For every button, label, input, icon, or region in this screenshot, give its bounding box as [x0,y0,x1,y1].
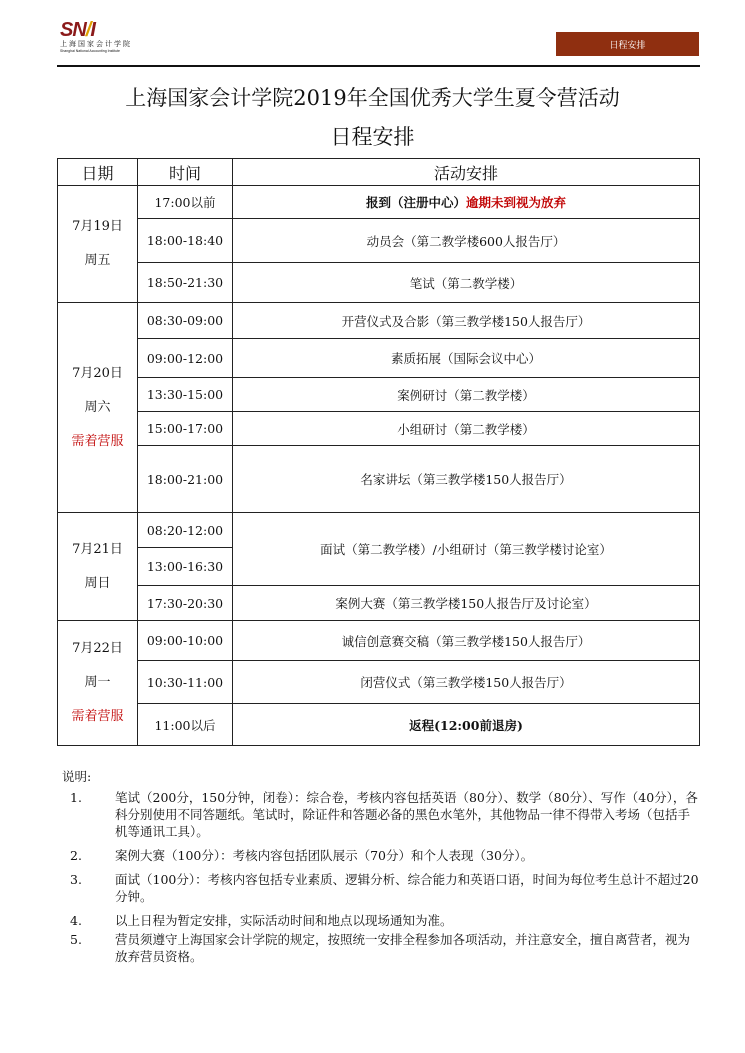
activity-cell: 动员会（第二教学楼600人报告厅） [233,219,700,263]
date: 7月21日 [72,541,123,557]
table-row [58,303,700,339]
table-row [58,704,700,746]
date: 7月20日 [72,365,123,381]
activity-cell: 素质拓展（国际会议中心） [233,339,700,378]
table-row [58,412,700,446]
note-number: 5. [70,932,82,947]
note-text: 案例大赛（100分）：考核内容包括团队展示（70分）和个人表现（30分）。 [115,848,534,863]
note-number: 3. [70,872,82,887]
note-text: 以上日程为暂定安排，实际活动时间和地点以现场通知为准。 [115,913,453,928]
header-tag: 日程安排 [556,32,699,56]
activity-cell [233,186,700,219]
table-row [58,661,700,704]
note-item [62,912,702,929]
table-row [58,446,700,513]
note-text: 面试（100分）：考核内容包括专业素质、逻辑分析、综合能力和英语口语，时间为每位考生总计不超过20分钟。 [115,872,699,904]
time-cell: 18:50-21:30 [138,263,233,303]
notes-section [62,768,702,972]
date-cell [58,621,138,746]
table-row [58,621,700,661]
activity-cell: 闭营仪式（第三教学楼150人报告厅） [233,661,700,704]
table-row [58,378,700,412]
note-number: 1. [70,790,82,805]
note-text: 笔试（200分，150分钟，闭卷）：综合卷，考核内容包括英语（80分）、数学（80分）、写作（40分），各科分别使用不同答题纸。笔试时，除证件和答题必备的黑色水笔外，其他物品一律不得带入考场（包括手机等通讯工具）。 [115,790,698,839]
note-item [62,871,702,905]
logo-cn: 上海国家会计学院 [60,40,132,48]
note-number: 4. [70,913,82,928]
time-cell: 17:30-20:30 [138,586,233,621]
snai-logo [60,20,150,54]
activity-text: 报到（注册中心） [365,195,466,210]
activity-cell: 返程(12:00前退房) [233,704,700,746]
time-cell: 09:00-12:00 [138,339,233,378]
weekday: 周日 [84,575,111,591]
note-item [62,931,702,965]
time-cell: 08:30-09:00 [138,303,233,339]
weekday: 周一 [84,675,111,690]
note-text: 营员须遵守上海国家会计学院的规定，按照统一安排全程参加各项活动，并注意安全，擅自离营者，视为放弃营员资格。 [115,932,691,964]
logo-en: Shanghai National Accounting Institute [60,49,120,53]
date: 7月19日 [72,219,123,234]
time-cell: 08:20-12:00 [138,513,233,548]
weekday: 周五 [84,253,111,268]
table-row [58,586,700,621]
activity-cell: 开营仪式及合影（第三教学楼150人报告厅） [233,303,700,339]
header-activity: 活动安排 [233,159,700,186]
weekday: 周六 [84,399,111,415]
activity-cell: 小组研讨（第二教学楼） [233,412,700,446]
activity-cell: 名家讲坛（第三教学楼150人报告厅） [233,446,700,513]
time-cell: 11:00以后 [138,704,233,746]
uniform-note: 需着营服 [71,433,124,449]
logo-mark: SN/I [60,19,95,41]
activity-cell: 案例研讨（第二教学楼） [233,378,700,412]
time-cell: 13:30-15:00 [138,378,233,412]
time-cell: 15:00-17:00 [138,412,233,446]
page-subtitle: 日程安排 [330,125,415,149]
notes-list [62,789,702,965]
warning-text: 逾期未到视为放弃 [466,195,567,210]
note-item [62,847,702,864]
time-cell: 13:00-16:30 [138,548,233,586]
date-cell [58,513,138,621]
date-cell [58,186,138,303]
schedule-table [57,158,700,746]
table-row [58,219,700,263]
header-time: 时间 [138,159,233,186]
notes-heading: 说明: [62,769,92,784]
time-cell: 18:00-21:00 [138,446,233,513]
table-row [58,263,700,303]
header-date: 日期 [58,159,138,186]
time-cell: 10:30-11:00 [138,661,233,704]
activity-cell: 面试（第二教学楼）/小组研讨（第三教学楼讨论室） [233,513,700,586]
date: 7月22日 [72,641,123,656]
activity-cell: 诚信创意赛交稿（第三教学楼150人报告厅） [233,621,700,661]
page-title: 上海国家会计学院2019年全国优秀大学生夏令营活动 [125,86,620,110]
activity-cell: 笔试（第二教学楼） [233,263,700,303]
table-row [58,186,700,219]
time-cell: 09:00-10:00 [138,621,233,661]
note-number: 2. [70,848,82,863]
table-row [58,513,700,548]
activity-cell: 案例大赛（第三教学楼150人报告厅及讨论室） [233,586,700,621]
date-cell [58,303,138,513]
table-header-row [58,159,700,186]
header-divider [57,65,700,67]
note-item [62,789,702,840]
uniform-note: 需着营服 [71,709,124,724]
table-row [58,339,700,378]
time-cell: 17:00以前 [138,186,233,219]
time-cell: 18:00-18:40 [138,219,233,263]
